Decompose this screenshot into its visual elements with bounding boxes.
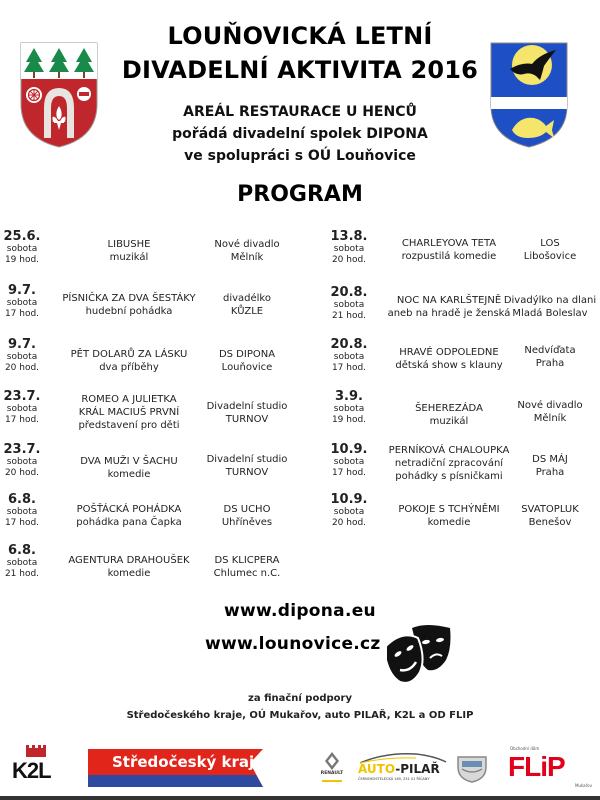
support-line1: za finační podpory [248, 693, 352, 704]
roundel-icon [77, 87, 91, 101]
event-date: 13.8. sobota 20 hod. [330, 229, 368, 265]
k2l-text: K2L [12, 758, 51, 783]
poster-title-line2: DIVADELNÍ AKTIVITA 2016 [121, 56, 479, 84]
event-show: LIBUSHE muzikál [107, 239, 151, 263]
stredocesky-kraj-logo [88, 749, 263, 787]
event-date: 9.7. sobota 17 hod. [4, 283, 40, 319]
event-troupe: divadélko KŮZLE [222, 293, 271, 317]
auto-pilar-text: AUTO-PILAŘ [358, 762, 440, 776]
venue-text: AREÁL RESTAURACE U HENCŮ [183, 104, 417, 120]
event-show: HRAVÉ ODPOLEDNE dětská show s klauny [395, 347, 503, 371]
event-troupe: DS DIPONA Louňovice [218, 349, 276, 373]
event-date: 10.9. sobota 20 hod. [330, 492, 368, 528]
event-troupe: DS MÁJ Praha [532, 454, 568, 478]
wheel-icon [26, 87, 42, 103]
event-date: 3.9. sobota 19 hod. [331, 389, 367, 425]
event-troupe: Nedvíďata Praha [524, 345, 576, 369]
event-troupe: Divadelní studio TURNOV [206, 454, 288, 478]
event-date: 9.7. sobota 20 hod. [4, 337, 40, 373]
footer-bar [0, 796, 600, 800]
event-date: 25.6. sobota 19 hod. [3, 229, 41, 265]
event-show: PĚT DOLARŮ ZA LÁSKU dva příběhy [70, 349, 188, 373]
auto-pilar-address: ČERNOKOSTELECKÁ 160, 251 01 ŘÍČANY [358, 777, 430, 781]
event-show: POKOJE S TCHÝNĚMI komedie [398, 504, 500, 528]
event-show: DVA MUŽI V ŠACHU komedie [80, 456, 178, 480]
event-troupe: Divadýlko na dlani Mladá Boleslav [503, 295, 597, 319]
cooperation-text: ve spolupráci s OÚ Louňovice [184, 148, 416, 164]
event-show: ŠEHEREZÁDA muzikál [415, 403, 483, 427]
renault-diamond-icon [325, 752, 339, 770]
poster-title-line1: LOUŇOVICKÁ LETNÍ [167, 22, 433, 50]
renault-logo [312, 752, 352, 786]
renault-underline [322, 780, 342, 782]
od-flip-logo [508, 746, 594, 788]
event-date: 23.7. sobota 20 hod. [3, 442, 41, 478]
event-date: 20.8. sobota 17 hod. [330, 337, 368, 373]
link-dipona[interactable]: www.dipona.eu [224, 601, 376, 621]
k2l-crown-icon [24, 744, 48, 758]
dacia-logo-icon [456, 755, 488, 783]
stredocesky-text: Středočeský kraj [112, 753, 255, 771]
flip-top-text: Obchodní dům [510, 746, 540, 751]
link-lounovice[interactable]: www.lounovice.cz [205, 634, 381, 654]
flip-bottom-text: Mukařov [574, 783, 592, 788]
k2l-logo [10, 744, 60, 786]
event-show: CHARLEYOVA TETA rozpustilá komedie [401, 238, 497, 262]
event-show: NOC NA KARLŠTEJNĚ aneb na hradě je ženská [387, 295, 511, 319]
event-show: PERNÍKOVÁ CHALOUPKA netradiční zpracování pohádky s písničkami [388, 445, 510, 482]
coat-of-arms-lounovice-icon [20, 42, 98, 148]
event-troupe: SVATOPLUK Benešov [521, 504, 579, 528]
event-show: AGENTURA DRAHOUŠEK komedie [68, 555, 190, 579]
organizer-text: pořádá divadelní spolek DIPONA [172, 126, 428, 142]
support-line2: Středočeského kraje, OÚ Mukařov, auto PILAŘ, K2L a OD FLIP [126, 710, 474, 721]
event-show: ROMEO A JULIETKA KRÁL MACIUŠ PRVNÍ představení pro děti [78, 394, 180, 431]
event-troupe: Nové divadlo Mělník [214, 239, 280, 263]
program-heading: PROGRAM [237, 182, 363, 207]
event-troupe: LOS Libošovice [523, 238, 577, 262]
event-show: PÍSNIČKA ZA DVA ŠESTÁKY hudební pohádka [62, 293, 196, 317]
event-troupe: Divadelní studio TURNOV [206, 401, 288, 425]
event-troupe: DS KLICPERA Chlumec n.C. [213, 555, 281, 579]
renault-text: RENAULT [320, 771, 344, 776]
theatre-masks-icon [384, 624, 454, 686]
event-date: 6.8. sobota 17 hod. [4, 492, 40, 528]
event-show: POŠŤÁCKÁ POHÁDKA pohádka pana Čapka [76, 504, 182, 528]
event-date: 6.8. sobota 21 hod. [4, 543, 40, 579]
spruce-trees-icon [24, 48, 94, 78]
coat-of-arms-mukarov-icon [490, 42, 568, 148]
event-troupe: DS UCHO Uhříněves [221, 504, 273, 528]
event-date: 10.9. sobota 17 hod. [330, 442, 368, 478]
event-date: 23.7. sobota 17 hod. [3, 389, 41, 425]
event-troupe: Nové divadlo Mělník [517, 400, 583, 424]
auto-pilar-logo [356, 752, 448, 786]
event-date: 20.8. sobota 21 hod. [330, 285, 368, 321]
flip-text: FLiP [508, 751, 565, 782]
